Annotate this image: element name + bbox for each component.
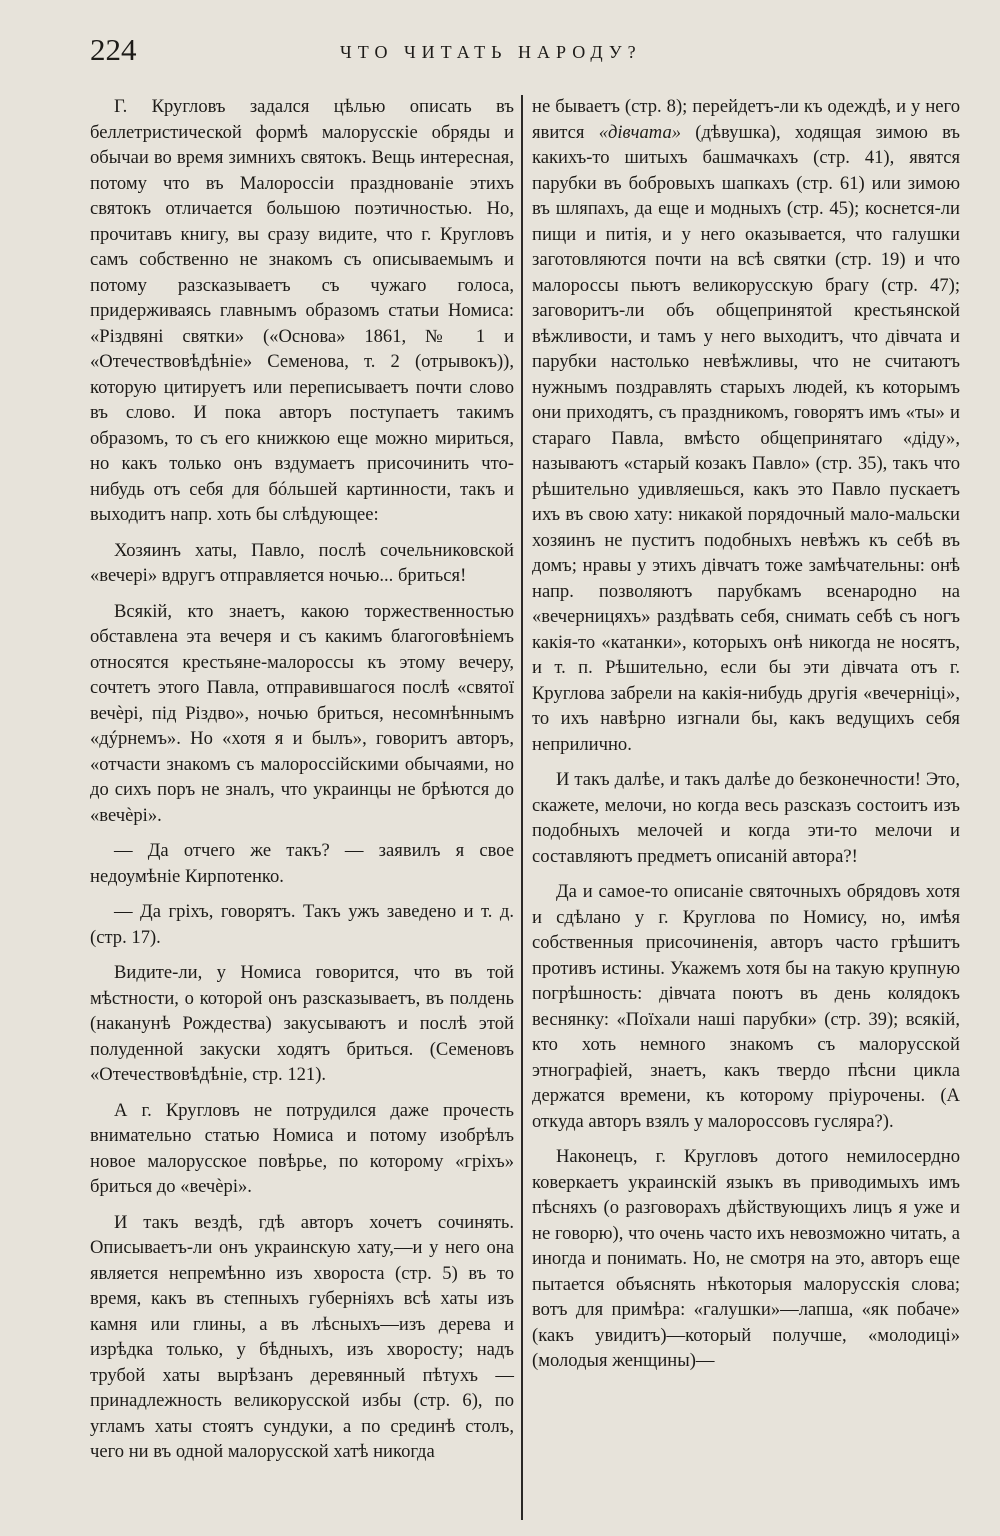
paragraph: — Да отчего же такъ? — заявилъ я свое недоумѣніе Кирпотенко. bbox=[90, 840, 514, 887]
paragraph: Г. Кругловъ задался цѣлью описать въ беллетристической формѣ малорусскіе обряды и обычаи во время зимнихъ святокъ. Вещь интересная, потому что въ Малороссіи празднованіе этихъ святокъ отличается большою поэтичностью. Но, прочитавъ книгу, вы сразу видите, что г. Кругловъ самъ собственно не знакомъ съ описываемымъ и потому разсказываетъ съ чужаго голоса, придерживаясь главнымъ образомъ статьи Номиса: «Різдвяні святки» («Основа» 1861, № 1 и «Отечествовѣдѣніе» Семенова, т. 2 (отрывокъ)), которую цитируетъ или переписываетъ почти слово въ слово. И пока авторъ поступаетъ такимъ образомъ, то съ его книжкою еще можно мириться, но какъ только онъ вздумаетъ присочинить что-нибудь отъ себя для бóльшей картинности, такъ и выходитъ напр. хоть бы слѣдующее: bbox=[90, 96, 514, 525]
paragraph: Хозяинъ хаты, Павло, послѣ сочельниковской «вечері» вдругъ отправляется ночью... бриться! bbox=[90, 539, 514, 586]
paragraph: Видите-ли, у Номиса говорится, что въ той мѣстности, о которой онъ разсказываетъ, въ полдень (наканунѣ Рождества) закусываютъ и послѣ этой полуденной закуски ходятъ бриться. (Семеновъ «Отечествовѣдѣніе, стр. 121). bbox=[90, 962, 514, 1085]
paragraph: Всякій, кто знаетъ, какою торжественностью обставлена эта вечеря и съ какимъ благоговѣніемъ относятся крестьяне-малороссы къ этому вечеру, сочтетъ этого Павла, отправившагося послѣ «святої вечèрі, під Різдво», ночью бриться, несомнѣннымъ «дýрнемъ». Но «хотя я и былъ», говоритъ авторъ, «отчасти знакомъ съ малороссійскими обычаями, но до сихъ поръ не зналъ, что украинцы не брѣются до «вечèрі». bbox=[90, 600, 514, 826]
page-number: 224 bbox=[90, 32, 137, 67]
text-run: (дѣвушка), ходящая зимою въ какихъ-то шитыхъ башмачкахъ (стр. 41), явятся парубки въ бобровыхъ шапкахъ (стр. 61) или зимою въ шляпахъ, да еще и модныхъ (стр. 45); коснется-ли пищи и питія, и у него оказывается, что галушки заготовляются почти на всѣ святки (стр. 19) и что малороссы пьютъ великорусскую брагу (стр. 47); заговоритъ-ли объ общепринятой крестьянской вѣжливости, и тамъ у него выходитъ, что дівчата и парубки настолько невѣжливы, что не считаютъ нужнымъ поздравлять старыхъ людей, къ которымъ они приходятъ, съ праздникомъ, говорятъ имъ «ты» и стараго Павла, вмѣсто общепринятаго «діду», называютъ «старый козакъ Павло» (стр. 35), такъ что рѣшительно удивляешься, какъ это Павло пускаетъ ихъ въ свою хату: никакой порядочный мало-мальски хозяинъ не пуститъ подобныхъ невѣжъ къ себѣ въ домъ; нравы у этихъ дівчатъ тоже замѣчательны: онѣ напр. позволяютъ парубкамъ всенародно на «вечерницяхъ» раздѣвать себя, снимать себѣ съ ногъ какія-то «катанки», которыхъ онѣ никогда не носятъ, и т. п. Рѣшительно, если бы эти дівчата отъ г. Круглова забрели на какія-нибудь другія «вечерніці», то ихъ навѣрно изгнали бы, какъ ведущихъ себя неприлично. bbox=[532, 121, 960, 755]
right-column bbox=[532, 94, 960, 1374]
paragraph bbox=[532, 94, 960, 757]
paragraph: Наконецъ, г. Кругловъ дотого немилосердно коверкаетъ украинскій языкъ въ приводимыхъ имъ пѣсняхъ (о разговорахъ дѣйствующихъ лицъ я уже и не говорю), что очень часто ихъ невозможно читать, а иногда и понимать. Но, не смотря на это, авторъ еще пытается объяснять нѣкоторыя малорусскія слова; вотъ для примѣра: «галушки»—лапша, «як побаче» (какъ увидитъ)—который получше, «молодиці» (молодыя женщины)— bbox=[532, 1146, 960, 1371]
column-divider bbox=[521, 95, 523, 1520]
paragraph: И такъ вездѣ, гдѣ авторъ хочетъ сочинять. Описываетъ-ли онъ украинскую хату,—и у него она является непремѣнно изъ хвороста (стр. 5) въ то время, какъ въ степныхъ губерніяхъ всѣ хаты изъ камня или глины, а въ лѣсныхъ—изъ дерева и изрѣдка только, у бѣдныхъ, изъ хворосту; надъ трубой хаты вырѣзанъ деревянный пѣтухъ — принадлежность великорусской избы (стр. 6), по угламъ хаты стоятъ сундуки, а по срединѣ столъ, чего ни въ одной малорусской хатѣ никогда bbox=[90, 1211, 514, 1462]
paragraph: — Да гріхъ, говорятъ. Такъ ужъ заведено и т. д. (стр. 17). bbox=[90, 901, 514, 948]
paragraph: А г. Кругловъ не потрудился даже прочесть внимательно статью Номиса и потому изобрѣлъ новое малорусское повѣрье, по которому «гріхъ» бриться до «вечèрі». bbox=[90, 1099, 514, 1197]
paragraph: Да и самое-то описаніе святочныхъ обрядовъ хотя и сдѣлано у г. Круглова по Номису, но, имѣя собственныя присочиненія, авторъ часто грѣшитъ противъ истины. Укажемъ хотя бы на такую крупную погрѣшность: дівчата поютъ въ день колядокъ веснянку: «Поїхали наші парубки» (стр. 39); всякій, кто хоть немного знакомъ съ малорусской этнографіей, знаетъ, какъ твердо пѣсни цикла держатся времени, къ которому пріурочены. (А откуда авторъ взялъ у малороссовъ гусляра?). bbox=[532, 881, 960, 1132]
text-run: не бываетъ (стр. 8); перейдетъ-ли къ одеждѣ, и у него явится bbox=[532, 96, 960, 143]
page-header bbox=[90, 32, 960, 72]
left-column bbox=[90, 94, 514, 1465]
italic-word: «дівчата» bbox=[598, 121, 682, 143]
running-title: ЧТО ЧИТАТЬ НАРОДУ? bbox=[340, 42, 642, 62]
paragraph: И такъ далѣе, и такъ далѣе до безконечности! Это, скажете, мелочи, но когда весь разсказъ состоитъ изъ подобныхъ мелочей и когда эти-то мелочи и составляютъ предметъ описаній автора?! bbox=[532, 769, 960, 867]
